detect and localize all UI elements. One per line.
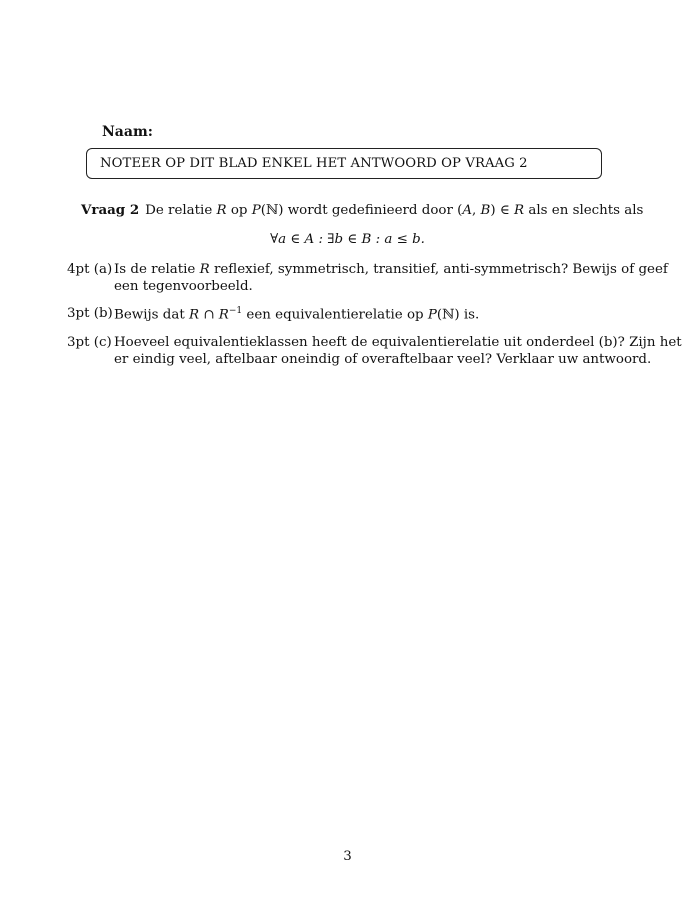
intro-text: op [226, 203, 252, 218]
inverse-exponent: −1 [228, 306, 243, 316]
item-c-points [67, 335, 112, 350]
set-a-symbol: A [462, 203, 473, 218]
intro-text: als en slechts als [524, 203, 644, 218]
intro-text: (ℕ) wordt gedefinieerd door ( [260, 203, 463, 218]
question-label: Vraag 2 [81, 202, 140, 218]
item-text: een equivalentierelatie op [242, 307, 428, 323]
intersection-expression: R ∩ R [188, 307, 229, 323]
points-value: 3pt [67, 306, 90, 321]
item-c-line1: Hoeveel equivalentieklassen heeft de equivalentierelatie uit onderdeel (b)? Zijn het [114, 335, 682, 350]
item-b-line1 [114, 306, 479, 322]
instruction-box: NOTEER OP DIT BLAD ENKEL HET ANTWOORD OP VRAAG 2 [86, 148, 602, 179]
item-a-points [67, 262, 112, 277]
item-label: (a) [93, 262, 113, 277]
item-a-line2: een tegenvoorbeeld. [114, 279, 253, 294]
item-label: (c) [93, 335, 112, 350]
question-intro [81, 202, 643, 218]
powerset-symbol: P [251, 203, 261, 218]
relation-symbol: R [216, 203, 227, 218]
powerset-symbol: P [427, 307, 437, 323]
intro-text: , [472, 203, 481, 218]
item-text: Bewijs dat [114, 307, 189, 323]
points-value: 4pt [67, 262, 90, 277]
relation-symbol: R [199, 262, 210, 277]
definition-formula: ∀a ∈ A : ∃b ∈ B : a ≤ b. [270, 232, 425, 247]
name-label: Naam: [102, 124, 153, 140]
intro-text: ) ∈ [490, 203, 515, 218]
item-text: Is de relatie [114, 262, 200, 277]
intro-text: De relatie [145, 203, 217, 218]
points-value: 3pt [67, 335, 90, 350]
item-label: (b) [93, 306, 113, 321]
item-text: reflexief, symmetrisch, transitief, anti-symmetrisch? Bewijs of geef [209, 262, 668, 277]
item-text: (ℕ) is. [436, 307, 480, 323]
item-b-points [67, 306, 113, 321]
page-number: 3 [343, 849, 352, 864]
item-c-line2: er eindig veel, aftelbaar oneindig of overaftelbaar veel? Verklaar uw antwoord. [114, 352, 652, 367]
set-b-symbol: B [480, 203, 491, 218]
item-a-line1 [114, 262, 668, 277]
relation-symbol: R [514, 203, 525, 218]
